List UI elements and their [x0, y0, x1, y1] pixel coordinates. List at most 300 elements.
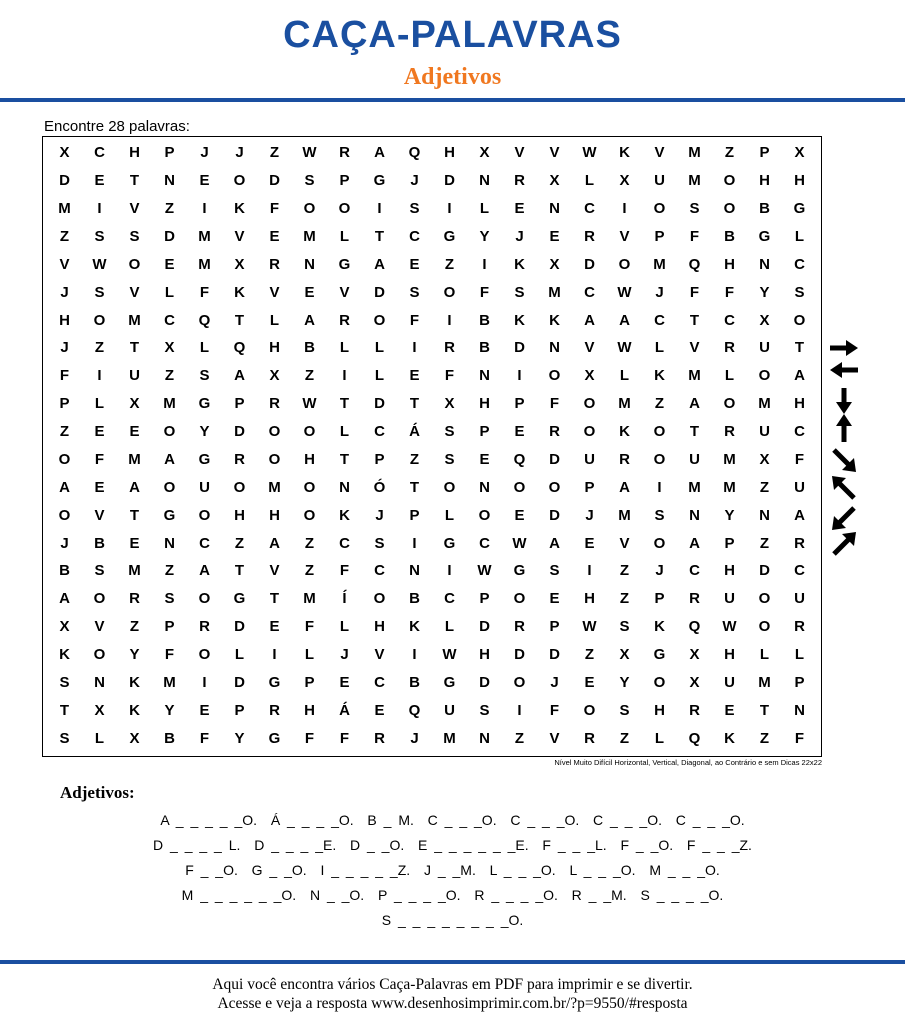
grid-cell[interactable]: A — [374, 144, 385, 162]
grid-cell[interactable]: M — [723, 478, 736, 496]
grid-cell[interactable]: T — [234, 311, 245, 329]
grid-cell[interactable]: B — [409, 590, 420, 608]
grid-cell[interactable]: E — [304, 283, 315, 301]
grid-cell[interactable]: H — [444, 144, 455, 162]
grid-cell[interactable]: C — [794, 562, 805, 580]
grid-cell[interactable]: T — [129, 339, 140, 357]
grid-cell[interactable]: S — [654, 506, 665, 524]
grid-cell[interactable]: L — [724, 367, 735, 385]
grid-cell[interactable]: Z — [59, 423, 70, 441]
grid-cell[interactable]: J — [200, 144, 209, 162]
grid-cell[interactable]: M — [688, 144, 701, 162]
grid-cell[interactable]: S — [794, 283, 805, 301]
grid-cell[interactable]: Z — [304, 562, 315, 580]
grid-cell[interactable]: V — [269, 562, 280, 580]
grid-cell[interactable]: W — [722, 618, 737, 636]
grid-cell[interactable]: D — [374, 283, 385, 301]
grid-cell[interactable]: S — [444, 450, 455, 468]
grid-cell[interactable]: H — [304, 701, 315, 719]
grid-cell[interactable]: O — [303, 200, 316, 218]
grid-cell[interactable]: O — [93, 590, 106, 608]
grid-cell[interactable]: V — [339, 283, 350, 301]
grid-cell[interactable]: N — [304, 255, 315, 273]
grid-cell[interactable]: K — [129, 673, 140, 691]
grid-cell[interactable]: X — [759, 311, 770, 329]
grid-cell[interactable]: T — [339, 450, 350, 468]
grid-cell[interactable]: F — [304, 729, 315, 747]
grid-cell[interactable]: A — [129, 478, 140, 496]
grid-cell[interactable]: T — [689, 423, 700, 441]
grid-cell[interactable]: V — [374, 645, 385, 663]
grid-cell[interactable]: Z — [759, 534, 770, 552]
grid-cell[interactable]: W — [92, 255, 107, 273]
grid-cell[interactable]: S — [409, 283, 420, 301]
grid-cell[interactable]: D — [269, 172, 280, 190]
grid-cell[interactable]: O — [163, 478, 176, 496]
grid-cell[interactable]: M — [128, 562, 141, 580]
grid-cell[interactable]: R — [199, 618, 210, 636]
grid-cell[interactable]: H — [269, 506, 280, 524]
grid-cell[interactable]: Q — [408, 701, 421, 719]
grid-cell[interactable]: E — [514, 423, 525, 441]
grid-cell[interactable]: J — [235, 144, 244, 162]
grid-cell[interactable]: E — [269, 618, 280, 636]
grid-cell[interactable]: E — [549, 228, 560, 246]
grid-cell[interactable]: L — [794, 228, 805, 246]
grid-cell[interactable]: U — [689, 450, 700, 468]
grid-cell[interactable]: R — [689, 590, 700, 608]
grid-cell[interactable]: F — [94, 450, 105, 468]
grid-cell[interactable]: I — [517, 367, 522, 385]
grid-cell[interactable]: E — [514, 506, 525, 524]
grid-cell[interactable]: R — [619, 450, 630, 468]
grid-cell[interactable]: C — [444, 590, 455, 608]
grid-cell[interactable]: C — [374, 673, 385, 691]
grid-cell[interactable]: S — [409, 200, 420, 218]
grid-cell[interactable]: Z — [164, 200, 175, 218]
grid-cell[interactable]: E — [409, 367, 420, 385]
grid-cell[interactable]: Z — [514, 729, 525, 747]
grid-cell[interactable]: E — [584, 534, 595, 552]
grid-cell[interactable]: K — [59, 645, 70, 663]
grid-cell[interactable]: G — [513, 562, 526, 580]
grid-cell[interactable]: A — [619, 311, 630, 329]
grid-cell[interactable]: X — [689, 673, 700, 691]
grid-cell[interactable]: P — [549, 618, 560, 636]
grid-cell[interactable]: C — [374, 562, 385, 580]
grid-cell[interactable]: F — [339, 562, 350, 580]
grid-cell[interactable]: L — [304, 645, 315, 663]
grid-cell[interactable]: V — [689, 339, 700, 357]
grid-cell[interactable]: B — [724, 228, 735, 246]
grid-cell[interactable]: F — [444, 367, 455, 385]
grid-cell[interactable]: R — [794, 618, 805, 636]
grid-cell[interactable]: T — [234, 562, 245, 580]
grid-cell[interactable]: X — [94, 701, 105, 719]
grid-cell[interactable]: N — [549, 200, 560, 218]
grid-cell[interactable]: F — [199, 283, 210, 301]
grid-cell[interactable]: O — [548, 478, 561, 496]
grid-cell[interactable]: P — [654, 590, 665, 608]
grid-cell[interactable]: R — [444, 339, 455, 357]
grid-cell[interactable]: W — [477, 562, 492, 580]
grid-cell[interactable]: F — [339, 729, 350, 747]
grid-cell[interactable]: R — [269, 255, 280, 273]
grid-cell[interactable]: I — [202, 673, 207, 691]
grid-cell[interactable]: X — [759, 450, 770, 468]
grid-cell[interactable]: F — [689, 228, 700, 246]
grid-cell[interactable]: Q — [408, 144, 421, 162]
grid-cell[interactable]: B — [59, 562, 70, 580]
grid-cell[interactable]: I — [482, 255, 487, 273]
grid-cell[interactable]: Í — [342, 590, 347, 608]
grid-cell[interactable]: H — [479, 395, 490, 413]
grid-cell[interactable]: R — [374, 729, 385, 747]
grid-cell[interactable]: F — [549, 395, 560, 413]
grid-cell[interactable]: L — [654, 339, 665, 357]
grid-cell[interactable]: O — [373, 311, 386, 329]
grid-cell[interactable]: P — [794, 673, 805, 691]
grid-cell[interactable]: Y — [129, 645, 140, 663]
grid-cell[interactable]: R — [339, 144, 350, 162]
grid-cell[interactable]: E — [129, 534, 140, 552]
grid-cell[interactable]: E — [409, 255, 420, 273]
grid-cell[interactable]: F — [724, 283, 735, 301]
grid-cell[interactable]: K — [514, 255, 525, 273]
grid-cell[interactable]: O — [93, 645, 106, 663]
grid-cell[interactable]: V — [654, 144, 665, 162]
grid-cell[interactable]: L — [269, 311, 280, 329]
grid-cell[interactable]: O — [758, 618, 771, 636]
grid-cell[interactable]: L — [584, 172, 595, 190]
grid-cell[interactable]: Z — [619, 729, 630, 747]
grid-cell[interactable]: B — [409, 673, 420, 691]
grid-cell[interactable]: W — [617, 339, 632, 357]
grid-cell[interactable]: O — [513, 478, 526, 496]
grid-cell[interactable]: I — [412, 645, 417, 663]
grid-cell[interactable]: V — [234, 228, 245, 246]
grid-cell[interactable]: X — [619, 172, 630, 190]
grid-cell[interactable]: F — [549, 701, 560, 719]
grid-cell[interactable]: A — [59, 478, 70, 496]
grid-cell[interactable]: E — [269, 228, 280, 246]
grid-cell[interactable]: O — [233, 172, 246, 190]
grid-cell[interactable]: O — [198, 645, 211, 663]
grid-cell[interactable]: H — [584, 590, 595, 608]
grid-cell[interactable]: A — [794, 506, 805, 524]
grid-cell[interactable]: L — [479, 200, 490, 218]
grid-cell[interactable]: X — [129, 729, 140, 747]
grid-cell[interactable]: X — [234, 255, 245, 273]
grid-cell[interactable]: A — [689, 534, 700, 552]
grid-cell[interactable]: H — [794, 395, 805, 413]
grid-cell[interactable]: O — [58, 450, 71, 468]
grid-cell[interactable]: V — [129, 283, 140, 301]
grid-cell[interactable]: G — [758, 228, 771, 246]
grid-cell[interactable]: S — [444, 423, 455, 441]
grid-cell[interactable]: U — [584, 450, 595, 468]
grid-cell[interactable]: H — [794, 172, 805, 190]
grid-cell[interactable]: O — [618, 255, 631, 273]
grid-cell[interactable]: I — [412, 339, 417, 357]
grid-cell[interactable]: B — [479, 339, 490, 357]
grid-cell[interactable]: L — [654, 729, 665, 747]
grid-cell[interactable]: S — [304, 172, 315, 190]
grid-cell[interactable]: B — [759, 200, 770, 218]
grid-cell[interactable]: L — [164, 283, 175, 301]
grid-cell[interactable]: O — [548, 367, 561, 385]
grid-cell[interactable]: A — [304, 311, 315, 329]
grid-cell[interactable]: S — [514, 283, 525, 301]
grid-cell[interactable]: C — [689, 562, 700, 580]
grid-cell[interactable]: L — [374, 339, 385, 357]
grid-cell[interactable]: D — [584, 255, 595, 273]
grid-cell[interactable]: J — [655, 562, 664, 580]
grid-cell[interactable]: Y — [619, 673, 630, 691]
grid-cell[interactable]: E — [129, 423, 140, 441]
grid-cell[interactable]: R — [129, 590, 140, 608]
grid-cell[interactable]: L — [339, 339, 350, 357]
grid-cell[interactable]: M — [58, 200, 71, 218]
grid-cell[interactable]: R — [514, 618, 525, 636]
grid-cell[interactable]: Z — [129, 618, 140, 636]
grid-cell[interactable]: S — [59, 729, 70, 747]
grid-cell[interactable]: D — [234, 618, 245, 636]
grid-cell[interactable]: O — [583, 423, 596, 441]
grid-cell[interactable]: D — [59, 172, 70, 190]
grid-cell[interactable]: K — [409, 618, 420, 636]
grid-cell[interactable]: H — [759, 172, 770, 190]
grid-cell[interactable]: Y — [234, 729, 245, 747]
grid-cell[interactable]: G — [793, 200, 806, 218]
grid-cell[interactable]: N — [759, 506, 770, 524]
grid-cell[interactable]: T — [759, 701, 770, 719]
grid-cell[interactable]: R — [689, 701, 700, 719]
grid-cell[interactable]: V — [619, 228, 630, 246]
grid-cell[interactable]: O — [373, 590, 386, 608]
grid-cell[interactable]: F — [269, 200, 280, 218]
grid-cell[interactable]: Z — [234, 534, 245, 552]
grid-cell[interactable]: L — [94, 395, 105, 413]
grid-cell[interactable]: W — [582, 618, 597, 636]
grid-cell[interactable]: U — [759, 423, 770, 441]
grid-cell[interactable]: H — [269, 339, 280, 357]
grid-cell[interactable]: R — [794, 534, 805, 552]
grid-cell[interactable]: E — [94, 423, 105, 441]
grid-cell[interactable]: G — [233, 590, 246, 608]
grid-cell[interactable]: H — [59, 311, 70, 329]
grid-cell[interactable]: X — [479, 144, 490, 162]
grid-cell[interactable]: S — [689, 200, 700, 218]
grid-cell[interactable]: K — [654, 367, 665, 385]
grid-cell[interactable]: C — [479, 534, 490, 552]
grid-cell[interactable]: L — [339, 423, 350, 441]
grid-cell[interactable]: V — [129, 200, 140, 218]
grid-cell[interactable]: M — [758, 673, 771, 691]
grid-cell[interactable]: O — [93, 311, 106, 329]
grid-cell[interactable]: C — [794, 255, 805, 273]
grid-cell[interactable]: H — [479, 645, 490, 663]
grid-cell[interactable]: M — [163, 673, 176, 691]
grid-cell[interactable]: Z — [619, 562, 630, 580]
grid-cell[interactable]: G — [443, 534, 456, 552]
grid-cell[interactable]: F — [479, 283, 490, 301]
grid-cell[interactable]: J — [60, 339, 69, 357]
grid-cell[interactable]: U — [444, 701, 455, 719]
grid-cell[interactable]: O — [303, 423, 316, 441]
grid-cell[interactable]: S — [479, 701, 490, 719]
grid-cell[interactable]: T — [409, 395, 420, 413]
grid-cell[interactable]: F — [164, 645, 175, 663]
grid-cell[interactable]: V — [94, 618, 105, 636]
grid-cell[interactable]: M — [303, 590, 316, 608]
grid-cell[interactable]: X — [444, 395, 455, 413]
grid-cell[interactable]: F — [689, 283, 700, 301]
grid-cell[interactable]: Z — [164, 367, 175, 385]
grid-cell[interactable]: K — [619, 423, 630, 441]
grid-cell[interactable]: X — [549, 172, 560, 190]
grid-cell[interactable]: C — [794, 423, 805, 441]
grid-cell[interactable]: V — [269, 283, 280, 301]
grid-cell[interactable]: T — [339, 395, 350, 413]
grid-cell[interactable]: L — [619, 367, 630, 385]
grid-cell[interactable]: N — [164, 534, 175, 552]
grid-cell[interactable]: P — [479, 423, 490, 441]
grid-cell[interactable]: O — [443, 478, 456, 496]
grid-cell[interactable]: S — [619, 701, 630, 719]
grid-cell[interactable]: L — [339, 228, 350, 246]
grid-cell[interactable]: Z — [304, 534, 315, 552]
grid-cell[interactable]: G — [373, 172, 386, 190]
grid-cell[interactable]: H — [129, 144, 140, 162]
grid-cell[interactable]: M — [198, 228, 211, 246]
grid-cell[interactable]: E — [94, 478, 105, 496]
grid-cell[interactable]: X — [549, 255, 560, 273]
grid-cell[interactable]: E — [549, 590, 560, 608]
grid-cell[interactable]: Z — [304, 367, 315, 385]
grid-cell[interactable]: F — [409, 311, 420, 329]
grid-cell[interactable]: L — [794, 645, 805, 663]
grid-cell[interactable]: A — [619, 478, 630, 496]
grid-cell[interactable]: N — [794, 701, 805, 719]
grid-cell[interactable]: R — [549, 423, 560, 441]
grid-cell[interactable]: M — [128, 311, 141, 329]
grid-cell[interactable]: M — [618, 506, 631, 524]
grid-cell[interactable]: G — [163, 506, 176, 524]
grid-cell[interactable]: M — [723, 450, 736, 468]
grid-cell[interactable]: E — [199, 701, 210, 719]
grid-cell[interactable]: M — [688, 478, 701, 496]
grid-cell[interactable]: Á — [339, 701, 350, 719]
grid-cell[interactable]: L — [444, 506, 455, 524]
grid-cell[interactable]: G — [443, 228, 456, 246]
grid-cell[interactable]: F — [199, 729, 210, 747]
grid-cell[interactable]: S — [164, 590, 175, 608]
grid-cell[interactable]: E — [584, 673, 595, 691]
grid-cell[interactable]: V — [59, 255, 70, 273]
grid-cell[interactable]: I — [97, 200, 102, 218]
grid-cell[interactable]: K — [234, 283, 245, 301]
grid-cell[interactable]: O — [723, 172, 736, 190]
grid-cell[interactable]: F — [794, 450, 805, 468]
grid-cell[interactable]: O — [443, 283, 456, 301]
grid-cell[interactable]: D — [374, 395, 385, 413]
grid-cell[interactable]: Q — [688, 255, 701, 273]
grid-cell[interactable]: C — [339, 534, 350, 552]
grid-cell[interactable]: N — [479, 729, 490, 747]
grid-cell[interactable]: G — [198, 450, 211, 468]
grid-cell[interactable]: V — [549, 729, 560, 747]
grid-cell[interactable]: O — [653, 423, 666, 441]
grid-cell[interactable]: O — [268, 450, 281, 468]
grid-cell[interactable]: S — [549, 562, 560, 580]
grid-cell[interactable]: Z — [94, 339, 105, 357]
grid-cell[interactable]: Q — [513, 450, 526, 468]
grid-cell[interactable]: S — [374, 534, 385, 552]
grid-cell[interactable]: Z — [59, 228, 70, 246]
grid-cell[interactable]: Ó — [373, 478, 386, 496]
grid-cell[interactable]: I — [447, 562, 452, 580]
grid-cell[interactable]: Y — [199, 423, 210, 441]
grid-cell[interactable]: Z — [759, 729, 770, 747]
grid-cell[interactable]: T — [689, 311, 700, 329]
grid-cell[interactable]: F — [304, 618, 315, 636]
grid-cell[interactable]: O — [583, 395, 596, 413]
grid-cell[interactable]: O — [338, 200, 351, 218]
grid-cell[interactable]: E — [514, 200, 525, 218]
grid-cell[interactable]: K — [129, 701, 140, 719]
grid-cell[interactable]: O — [723, 200, 736, 218]
grid-cell[interactable]: W — [302, 144, 317, 162]
grid-cell[interactable]: G — [443, 673, 456, 691]
grid-cell[interactable]: L — [759, 645, 770, 663]
grid-cell[interactable]: P — [584, 478, 595, 496]
grid-cell[interactable]: U — [199, 478, 210, 496]
grid-cell[interactable]: I — [622, 200, 627, 218]
grid-cell[interactable]: C — [409, 228, 420, 246]
grid-cell[interactable]: H — [724, 255, 735, 273]
grid-cell[interactable]: N — [94, 673, 105, 691]
grid-cell[interactable]: I — [202, 200, 207, 218]
grid-cell[interactable]: H — [234, 506, 245, 524]
grid-cell[interactable]: W — [442, 645, 457, 663]
grid-cell[interactable]: W — [617, 283, 632, 301]
grid-cell[interactable]: D — [444, 172, 455, 190]
grid-cell[interactable]: D — [164, 228, 175, 246]
grid-cell[interactable]: H — [724, 645, 735, 663]
grid-cell[interactable]: P — [514, 395, 525, 413]
grid-cell[interactable]: S — [199, 367, 210, 385]
grid-cell[interactable]: T — [129, 506, 140, 524]
grid-cell[interactable]: P — [374, 450, 385, 468]
grid-cell[interactable]: R — [584, 729, 595, 747]
grid-cell[interactable]: H — [374, 618, 385, 636]
grid-cell[interactable]: F — [794, 729, 805, 747]
grid-cell[interactable]: M — [688, 172, 701, 190]
grid-cell[interactable]: O — [723, 395, 736, 413]
grid-cell[interactable]: K — [619, 144, 630, 162]
grid-cell[interactable]: K — [234, 200, 245, 218]
grid-cell[interactable]: P — [759, 144, 770, 162]
grid-cell[interactable]: T — [374, 228, 385, 246]
grid-cell[interactable]: M — [128, 450, 141, 468]
grid-cell[interactable]: M — [268, 478, 281, 496]
grid-cell[interactable]: S — [94, 562, 105, 580]
grid-cell[interactable]: E — [164, 255, 175, 273]
grid-cell[interactable]: Z — [654, 395, 665, 413]
grid-cell[interactable]: N — [479, 478, 490, 496]
grid-cell[interactable]: R — [514, 172, 525, 190]
